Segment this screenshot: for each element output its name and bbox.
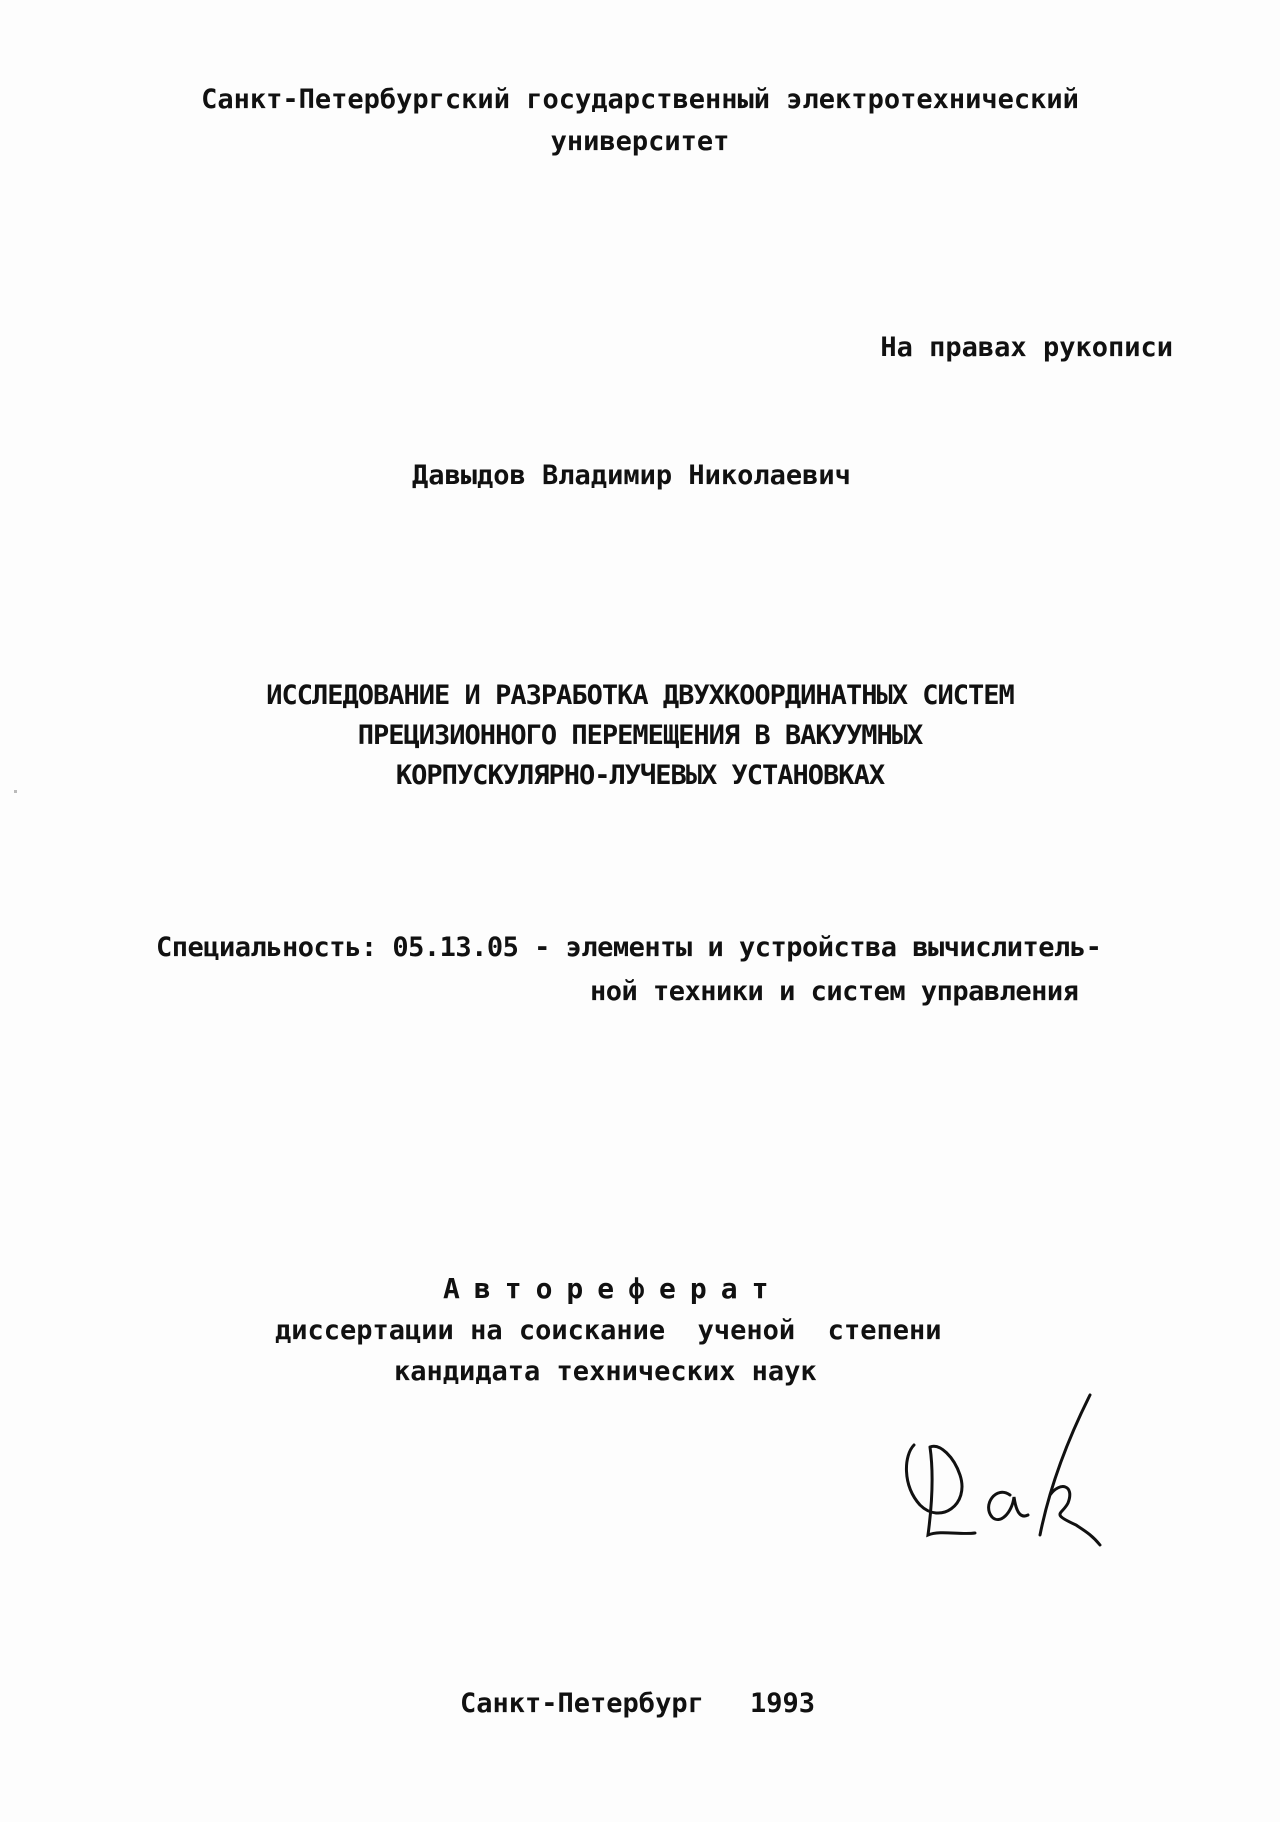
author-name: Давыдов Владимир Николаевич	[412, 460, 851, 491]
specialty-line2: ной техники и систем управления	[590, 976, 1079, 1007]
abstract-line1: диссертации на соискание ученой степени	[275, 1315, 942, 1346]
specialty-line1: Специальность: 05.13.05 - элементы и устройства вычислитель-	[156, 932, 1102, 963]
university-name-line2: университет	[550, 126, 730, 157]
year: 1993	[750, 1688, 816, 1719]
title-line2: ПРЕЦИЗИОННОГО ПЕРЕМЕЩЕНИЯ В ВАКУУМНЫХ	[357, 720, 923, 751]
scan-artifact	[14, 790, 17, 793]
abstract-line2: кандидата технических наук	[394, 1356, 817, 1387]
abstract-heading: Автореферат	[443, 1272, 783, 1305]
university-name-line1: Санкт-Петербургский государственный электротехнический	[201, 84, 1079, 115]
city: Санкт-Петербург	[460, 1688, 704, 1719]
signature	[900, 1385, 1140, 1555]
title-line3: КОРПУСКУЛЯРНО-ЛУЧЕВЫХ УСТАНОВКАХ	[395, 760, 885, 791]
title-line1: ИССЛЕДОВАНИЕ И РАЗРАБОТКА ДВУХКООРДИНАТНЫХ СИСТЕМ	[266, 680, 1014, 711]
rights-note: На правах рукописи	[880, 332, 1173, 363]
